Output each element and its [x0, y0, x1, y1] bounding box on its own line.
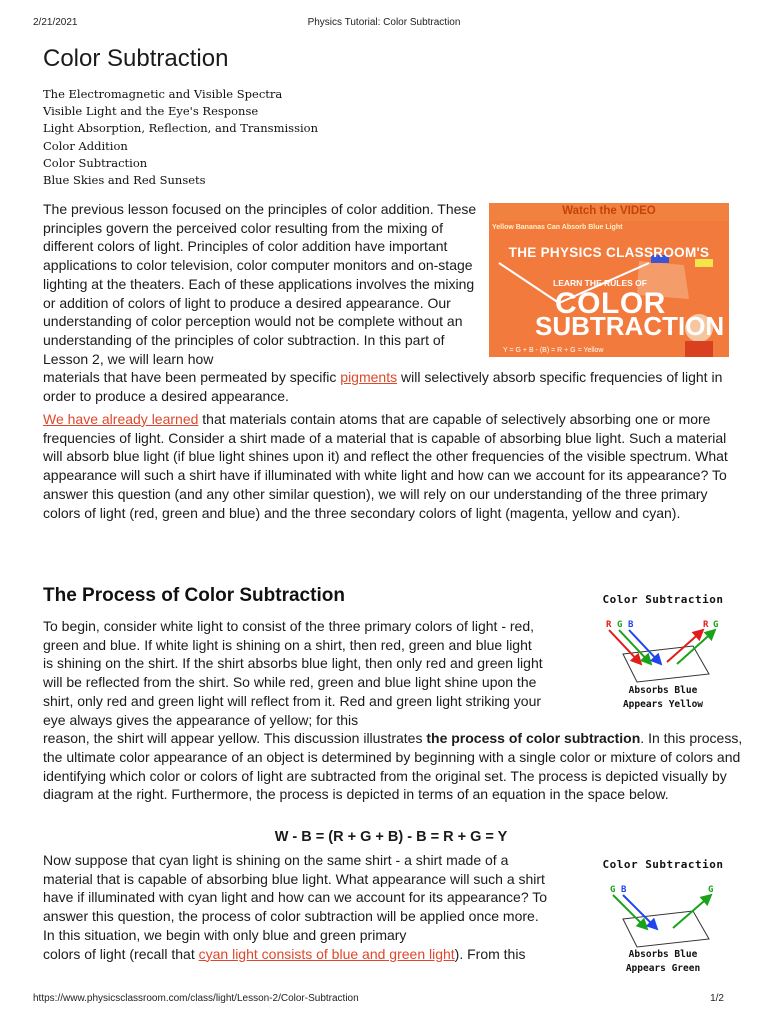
print-date: 2/21/2021	[33, 17, 78, 28]
video-tagline: LEARN THE RULES OF	[553, 278, 647, 288]
label-r: R	[606, 620, 612, 630]
nav-link-color-addition[interactable]: Color Addition	[43, 138, 128, 153]
cyan-light-link[interactable]: cyan light consists of blue and green light	[198, 945, 455, 962]
process-text-cont: reason, the shirt will appear yellow. This discussion illustrates	[43, 730, 427, 747]
intro-text: The previous lesson focused on the principles of color addition. These principles govern the perceived color resulting from the mixing of different colors of light. Principles of color addition have important applications to color television, color computer monitors and on-stage lighting at the theaters. Each of these applications involves the mixing or addition of colors of light to produce a desired appearance. Our understanding of color perception would not be complete without an understanding of the principles of color subtraction. In this part of Lesson 2, we will learn how	[43, 201, 477, 367]
print-header-title: Physics Tutorial: Color Subtraction	[307, 17, 461, 28]
print-page-number: 1/2	[710, 993, 724, 1004]
label-g: G	[610, 885, 616, 895]
process-text-end: . In this process, the ultimate color appearance of an object is determined by beginning with a single color or mixture of colors and identifying which color or colors of light are subtracted from the original set. The process is depicted visually by diagram at the right. Furthermore, the process is depicted in terms of an equation in the space below.	[43, 730, 743, 803]
process-paragraph	[43, 617, 743, 804]
page-title: Color Subtraction	[43, 45, 229, 72]
caption-absorbs: Absorbs Blue	[628, 685, 698, 696]
subtraction-equation	[0, 829, 768, 845]
pigments-link[interactable]: pigments	[340, 369, 398, 386]
absorption-text: that materials contain atoms that are capable of selectively absorbing one or more frequencies of light. Consider a shirt made of a material that is capable of absorbing blue light. Such a material will absorb blue light (if blue light shines upon it) and reflect the other frequencies of the visible spectrum. What appearance will such a shirt have if illuminated with white light and how can we account for its appearance? To answer this question (and any other similar question), we will rely on our understanding of the three primary colors of light (red, green and blue) and the three secondary colors of light (magenta, yellow and cyan).	[43, 411, 728, 521]
diagram-absorbs-blue-green	[593, 853, 733, 983]
process-bold-term: the process of color subtraction	[426, 730, 641, 747]
nav-link-blue-skies[interactable]: Blue Skies and Red Sunsets	[43, 173, 206, 188]
video-subtitle: Yellow Bananas Can Absorb Blue Light	[492, 224, 623, 231]
diagram-title: Color Subtraction	[602, 593, 724, 606]
cyan-text: Now suppose that cyan light is shining on the same shirt - a shirt made of a material that is capable of absorbing blue light. What appearance will such a shirt have if illuminated with cyan light and how can we account for its appearance? To answer this question, the process of color subtraction will be applied once more. In this situation, we begin with only blue and green primary	[43, 852, 548, 943]
video-equation: Y = G + B - (B) = R + G = Yellow	[503, 347, 604, 354]
video-title-color: COLOR	[555, 287, 666, 320]
nav-link-visible-light[interactable]: Visible Light and the Eye's Response	[43, 104, 259, 119]
caption-appears: Appears Green	[625, 963, 701, 974]
print-footer-url: https://www.physicsclassroom.com/class/light/Lesson-2/Color-Subtraction	[33, 993, 359, 1004]
lesson-nav	[43, 86, 318, 189]
already-learned-link[interactable]: We have already learned	[43, 411, 199, 427]
diagram-title: Color Subtraction	[602, 858, 724, 871]
diagram-caption	[593, 948, 733, 976]
absorption-paragraph	[43, 410, 733, 522]
label-b: B	[628, 620, 634, 630]
section-heading: The Process of Color Subtraction	[43, 585, 345, 606]
video-brand: THE PHYSICS CLASSROOM'S	[508, 245, 710, 260]
nav-link-spectra[interactable]: The Electromagnetic and Visible Spectra	[43, 87, 283, 101]
caption-appears: Appears Yellow	[622, 699, 704, 710]
watch-video-label[interactable]: Watch the VIDEO	[562, 205, 656, 217]
intro-text-cont: materials that have been permeated by specific	[43, 369, 341, 386]
cyan-text-end: ). From this	[454, 945, 526, 962]
nav-link-color-subtraction[interactable]: Color Subtraction	[43, 155, 148, 170]
intro-text-end: will selectively absorb specific frequencies of light in order to produce a desired appearance.	[43, 369, 723, 405]
label-out-g: G	[713, 620, 719, 630]
label-g: G	[617, 620, 623, 630]
diagram-rays	[593, 853, 733, 949]
process-text: To begin, consider white light to consist of the three primary colors of light - red, green and blue. If white light is shining on a shirt, then red, green and blue light is shining on the shirt. If the shirt absorbs blue light, then only red and green light will be reflected from the shirt. So while red, green and blue light shine upon the shirt, only red and green light will reflect from it. Red and green light striking your eye always gives the appearance of yellow; for this	[43, 618, 543, 728]
equation-text: W - B = (R + G + B) - B = R + G = Y	[274, 829, 508, 845]
intro-paragraph	[43, 200, 743, 406]
label-out-r: R	[703, 620, 709, 630]
label-out-g: G	[708, 885, 714, 895]
video-title-subtraction: SUBTRACTION	[535, 311, 725, 341]
nav-link-absorption[interactable]: Light Absorption, Reflection, and Transmission	[43, 121, 318, 136]
caption-absorbs: Absorbs Blue	[628, 949, 698, 960]
label-b: B	[621, 885, 627, 895]
cyan-text-cont: colors of light (recall that	[43, 945, 199, 962]
